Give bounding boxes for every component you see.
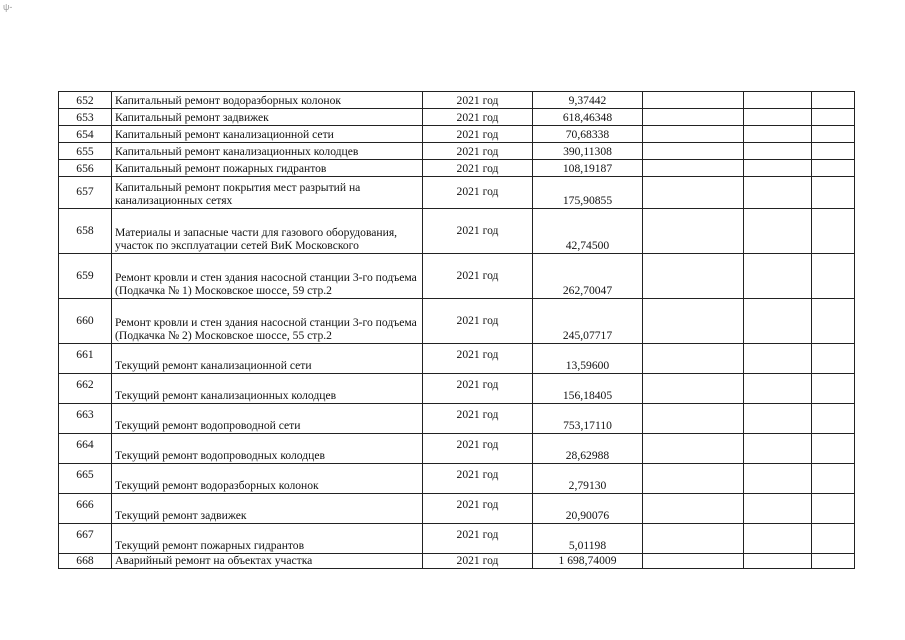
row-year: 2021 год [423, 126, 533, 143]
row-name: Текущий ремонт водоразборных колонок [112, 464, 423, 494]
row-number: 657 [59, 177, 112, 209]
row-name: Материалы и запасные части для газового оборудования, участок по эксплуатации сетей ВиК Московского [112, 209, 423, 254]
empty-cell [812, 177, 855, 209]
empty-cell [744, 344, 812, 374]
empty-cell [643, 126, 744, 143]
row-year: 2021 год [423, 143, 533, 160]
works-table [58, 91, 855, 569]
table-row [59, 92, 855, 109]
row-value: 20,90076 [533, 494, 643, 524]
empty-cell [812, 254, 855, 299]
empty-cell [812, 92, 855, 109]
empty-cell [812, 109, 855, 126]
row-number: 658 [59, 209, 112, 254]
row-year: 2021 год [423, 92, 533, 109]
table-row [59, 126, 855, 143]
empty-cell [643, 374, 744, 404]
empty-cell [643, 344, 744, 374]
empty-cell [812, 126, 855, 143]
row-value: 2,79130 [533, 464, 643, 494]
empty-cell [744, 464, 812, 494]
empty-cell [643, 209, 744, 254]
row-year: 2021 год [423, 299, 533, 344]
empty-cell [744, 374, 812, 404]
row-name: Текущий ремонт водопроводных колодцев [112, 434, 423, 464]
row-year: 2021 год [423, 464, 533, 494]
row-year: 2021 год [423, 554, 533, 569]
table-row [59, 524, 855, 554]
row-name: Текущий ремонт пожарных гидрантов [112, 524, 423, 554]
row-number: 663 [59, 404, 112, 434]
row-year: 2021 год [423, 434, 533, 464]
row-year: 2021 год [423, 524, 533, 554]
empty-cell [744, 177, 812, 209]
empty-cell [812, 404, 855, 434]
empty-cell [744, 254, 812, 299]
row-number: 652 [59, 92, 112, 109]
empty-cell [812, 143, 855, 160]
table-row [59, 299, 855, 344]
row-year: 2021 год [423, 374, 533, 404]
row-year: 2021 год [423, 177, 533, 209]
row-name: Текущий ремонт водопроводной сети [112, 404, 423, 434]
row-name: Капитальный ремонт покрытия мест разрытий на канализационных сетях [112, 177, 423, 209]
row-value: 390,11308 [533, 143, 643, 160]
empty-cell [812, 434, 855, 464]
empty-cell [744, 209, 812, 254]
empty-cell [744, 524, 812, 554]
row-year: 2021 год [423, 344, 533, 374]
row-number: 655 [59, 143, 112, 160]
table-row [59, 404, 855, 434]
row-number: 654 [59, 126, 112, 143]
empty-cell [812, 494, 855, 524]
row-name: Капитальный ремонт водоразборных колонок [112, 92, 423, 109]
row-value: 175,90855 [533, 177, 643, 209]
row-name: Капитальный ремонт пожарных гидрантов [112, 160, 423, 177]
empty-cell [744, 554, 812, 569]
empty-cell [643, 160, 744, 177]
table-body [59, 92, 855, 569]
empty-cell [812, 160, 855, 177]
row-number: 668 [59, 554, 112, 569]
table-row [59, 177, 855, 209]
table-row [59, 344, 855, 374]
empty-cell [643, 404, 744, 434]
row-year: 2021 год [423, 404, 533, 434]
scan-mark: ψ- [3, 2, 13, 12]
row-number: 661 [59, 344, 112, 374]
empty-cell [812, 209, 855, 254]
empty-cell [643, 143, 744, 160]
row-value: 245,07717 [533, 299, 643, 344]
row-year: 2021 год [423, 254, 533, 299]
row-name: Текущий ремонт задвижек [112, 494, 423, 524]
table-row [59, 494, 855, 524]
row-name: Капитальный ремонт канализационной сети [112, 126, 423, 143]
empty-cell [744, 109, 812, 126]
empty-cell [812, 299, 855, 344]
table-row [59, 209, 855, 254]
empty-cell [643, 177, 744, 209]
row-value: 618,46348 [533, 109, 643, 126]
row-value: 1 698,74009 [533, 554, 643, 569]
row-year: 2021 год [423, 209, 533, 254]
empty-cell [643, 109, 744, 126]
row-name: Аварийный ремонт на объектах участка [112, 554, 423, 569]
empty-cell [812, 554, 855, 569]
table-row [59, 554, 855, 569]
row-number: 664 [59, 434, 112, 464]
table-row [59, 254, 855, 299]
row-number: 660 [59, 299, 112, 344]
row-number: 667 [59, 524, 112, 554]
row-number: 666 [59, 494, 112, 524]
row-value: 156,18405 [533, 374, 643, 404]
row-value: 9,37442 [533, 92, 643, 109]
table-row [59, 464, 855, 494]
table-row [59, 434, 855, 464]
empty-cell [643, 299, 744, 344]
row-name: Текущий ремонт канализационных колодцев [112, 374, 423, 404]
row-year: 2021 год [423, 494, 533, 524]
row-value: 28,62988 [533, 434, 643, 464]
empty-cell [643, 92, 744, 109]
row-value: 42,74500 [533, 209, 643, 254]
empty-cell [643, 434, 744, 464]
row-value: 262,70047 [533, 254, 643, 299]
empty-cell [744, 299, 812, 344]
empty-cell [744, 92, 812, 109]
empty-cell [643, 464, 744, 494]
row-value: 70,68338 [533, 126, 643, 143]
row-number: 662 [59, 374, 112, 404]
empty-cell [744, 126, 812, 143]
table-row [59, 374, 855, 404]
empty-cell [812, 464, 855, 494]
row-value: 753,17110 [533, 404, 643, 434]
row-name: Текущий ремонт канализационной сети [112, 344, 423, 374]
row-value: 108,19187 [533, 160, 643, 177]
empty-cell [643, 494, 744, 524]
table-row [59, 143, 855, 160]
row-name: Ремонт кровли и стен здания насосной станции 3-го подъема (Подкачка № 1) Московское шоссе, 59 стр.2 [112, 254, 423, 299]
row-number: 653 [59, 109, 112, 126]
row-year: 2021 год [423, 109, 533, 126]
empty-cell [643, 524, 744, 554]
empty-cell [812, 524, 855, 554]
empty-cell [643, 254, 744, 299]
empty-cell [812, 344, 855, 374]
empty-cell [643, 554, 744, 569]
row-name: Капитальный ремонт канализационных колодцев [112, 143, 423, 160]
row-name: Капитальный ремонт задвижек [112, 109, 423, 126]
empty-cell [744, 404, 812, 434]
table-row [59, 109, 855, 126]
row-year: 2021 год [423, 160, 533, 177]
row-value: 13,59600 [533, 344, 643, 374]
empty-cell [744, 143, 812, 160]
empty-cell [744, 494, 812, 524]
row-name: Ремонт кровли и стен здания насосной станции 3-го подъема (Подкачка № 2) Московское шоссе, 55 стр.2 [112, 299, 423, 344]
empty-cell [744, 434, 812, 464]
row-number: 665 [59, 464, 112, 494]
empty-cell [812, 374, 855, 404]
row-number: 659 [59, 254, 112, 299]
table-row [59, 160, 855, 177]
row-number: 656 [59, 160, 112, 177]
row-value: 5,01198 [533, 524, 643, 554]
empty-cell [744, 160, 812, 177]
